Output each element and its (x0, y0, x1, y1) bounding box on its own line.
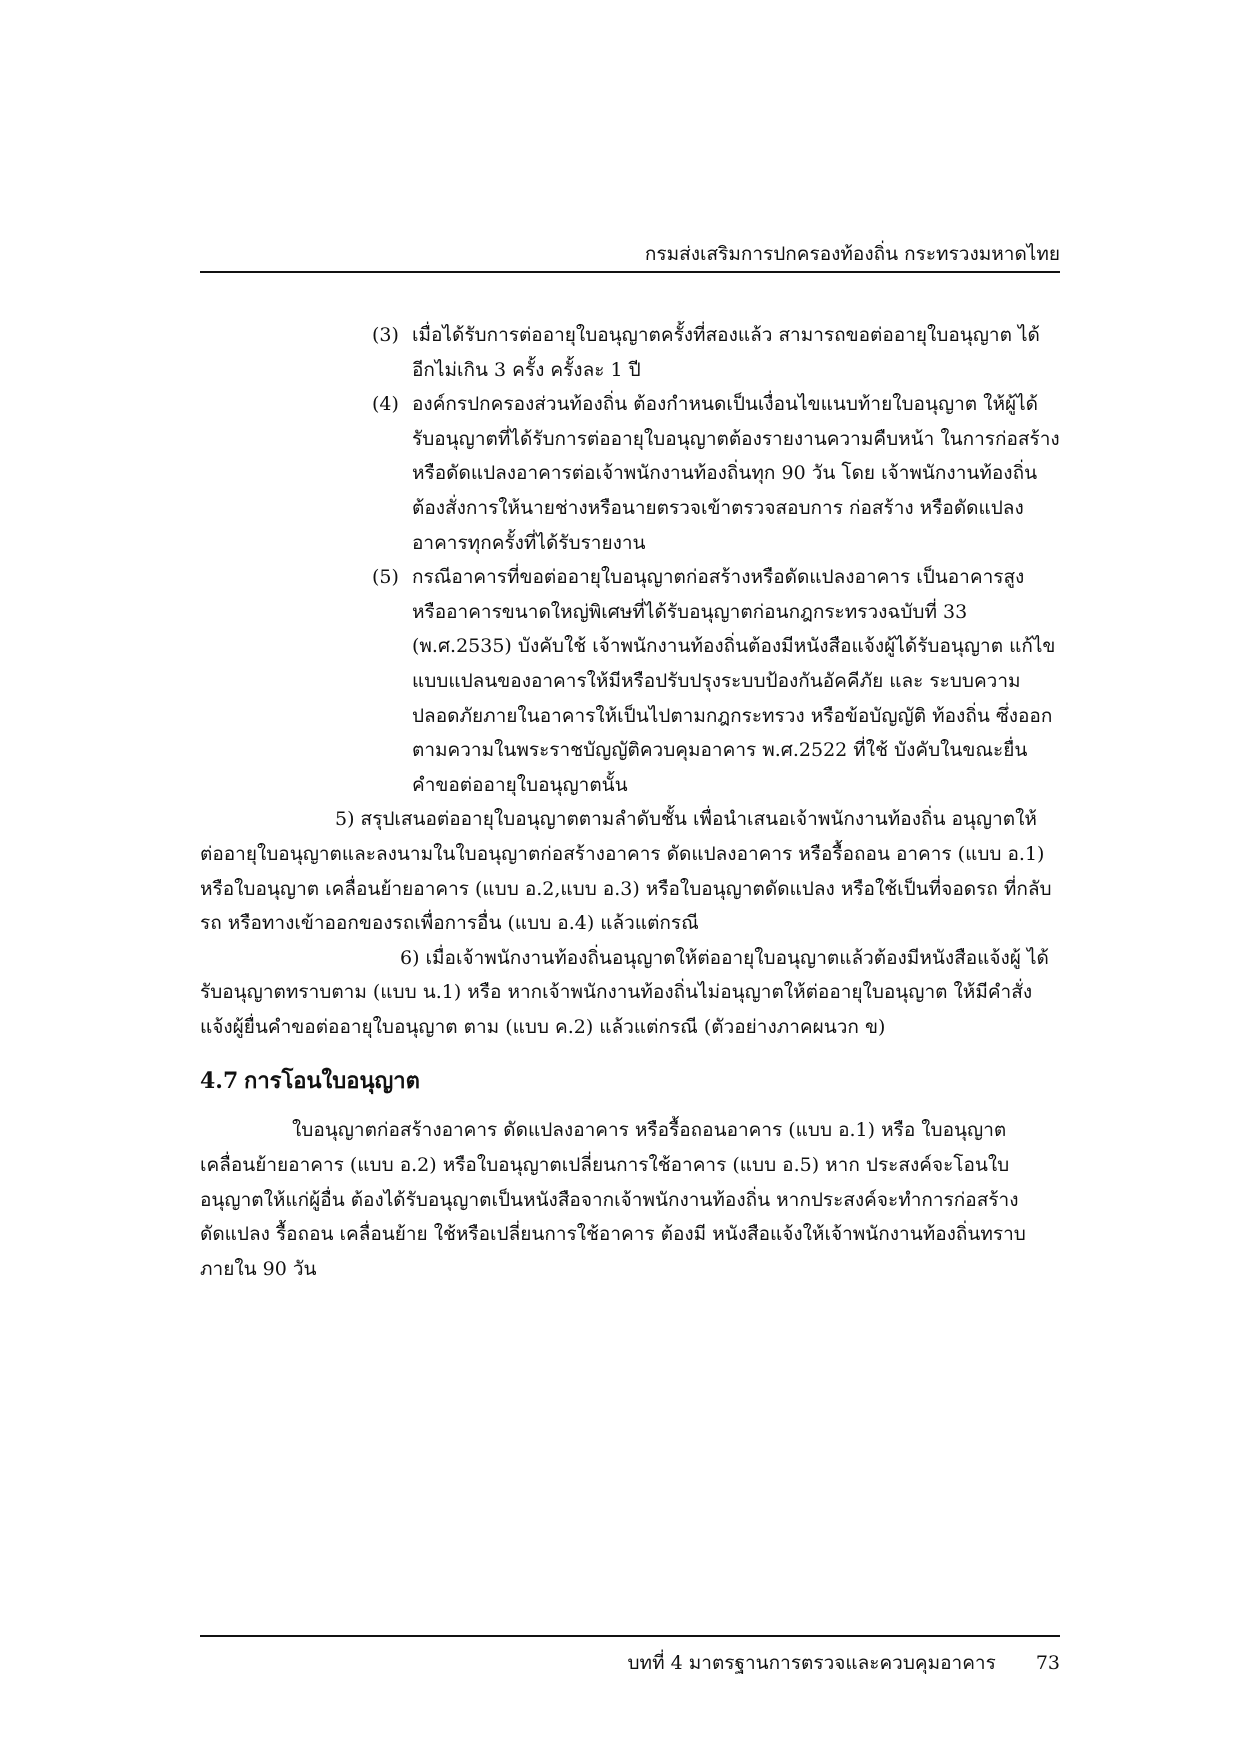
list-item-text: กรณีอาคารที่ขอต่ออายุใบอนุญาตก่อสร้างหรือดัดแปลงอาคาร เป็นอาคารสูง หรืออาคารขนาดใหญ่พิเศษที่ได้รับอนุญาตก่อนกฎกระทรวงฉบับที่ 33 (พ.ศ.2535) บังคับใช้ เจ้าพนักงานท้องถิ่นต้องมีหนังสือแจ้งผู้ได้รับอนุญาต แก้ไขแบบแปลนของอาคารให้มีหรือปรับปรุงระบบป้องกันอัคคีภัย และ ระบบความปลอดภัยภายในอาคารให้เป็นไปตามกฎกระทรวง หรือข้อบัญญัติ ท้องถิ่น ซึ่งออกตามความในพระราชบัญญัติควบคุมอาคาร พ.ศ.2522 ที่ใช้ บังคับในขณะยื่นคำขอต่ออายุใบอนุญาตนั้น (412, 566, 1056, 796)
list-item (372, 387, 1060, 560)
list-item-text: เมื่อได้รับการต่ออายุใบอนุญาตครั้งที่สองแล้ว สามารถขอต่ออายุใบอนุญาต ได้อีกไม่เกิน 3 ครั้ง ครั้งละ 1 ปี (412, 324, 1040, 381)
section-heading (200, 1065, 1060, 1097)
list-item (372, 560, 1060, 802)
running-footer (200, 1650, 1060, 1676)
page-body (200, 318, 1060, 1286)
header-rule (200, 271, 1060, 273)
chapter-title: บทที่ 4 มาตรฐานการตรวจและควบคุมอาคาร (627, 1652, 996, 1674)
running-header: กรมส่งเสริมการปกครองท้องถิ่น กระทรวงมหาดไทย (644, 243, 1060, 265)
paragraph-step-5: 5) สรุปเสนอต่ออายุใบอนุญาตตามลำดับชั้น เพื่อนำเสนอเจ้าพนักงานท้องถิ่น อนุญาตให้ต่ออายุใบอนุญาตและลงนามในใบอนุญาตก่อสร้างอาคาร ดัดแปลงอาคาร หรือรื้อถอน อาคาร (แบบ อ.1) หรือใบอนุญาต เคลื่อนย้ายอาคาร (แบบ อ.2,แบบ อ.3) หรือใบอนุญาตดัดแปลง หรือใช้เป็นที่จอดรถ ที่กลับรถ หรือทางเข้าออกของรถเพื่อการอื่น (แบบ อ.4) แล้วแต่กรณี (200, 808, 1052, 935)
footer-rule (200, 1635, 1060, 1637)
section-paragraph: ใบอนุญาตก่อสร้างอาคาร ดัดแปลงอาคาร หรือรื้อถอนอาคาร (แบบ อ.1) หรือ ใบอนุญาตเคลื่อนย้ายอาคาร (แบบ อ.2) หรือใบอนุญาตเปลี่ยนการใช้อาคาร (แบบ อ.5) หาก ประสงค์จะโอนใบอนุญาตให้แก่ผู้อื่น ต้องได้รับอนุญาตเป็นหนังสือจากเจ้าพนักงานท้องถิ่น หากประสงค์จะทำการก่อสร้าง ดัดแปลง รื้อถอน เคลื่อนย้าย ใช้หรือเปลี่ยนการใช้อาคาร ต้องมี หนังสือแจ้งให้เจ้าพนักงานท้องถิ่นทราบ ภายใน 90 วัน (200, 1119, 1026, 1280)
paragraph-step-6: 6) เมื่อเจ้าพนักงานท้องถิ่นอนุญาตให้ต่ออายุใบอนุญาตแล้วต้องมีหนังสือแจ้งผู้ ได้รับอนุญาตทราบตาม (แบบ น.1) หรือ หากเจ้าพนักงานท้องถิ่นไม่อนุญาตให้ต่ออายุใบอนุญาต ให้มีคำสั่งแจ้งผู้ยื่นคำขอต่ออายุใบอนุญาต ตาม (แบบ ค.2) แล้วแต่กรณี (ตัวอย่างภาคผนวก ข) (200, 946, 1049, 1038)
list-item-number: (5) (372, 566, 399, 589)
list-item-number: (3) (372, 324, 399, 346)
section-title: การโอนใบอนุญาต (244, 1068, 420, 1095)
list-item-text: องค์กรปกครองส่วนท้องถิ่น ต้องกำหนดเป็นเงื่อนไขแนบท้ายใบอนุญาต ให้ผู้ได้รับอนุญาตที่ได้รับการต่ออายุใบอนุญาตต้องรายงานความคืบหน้า ในการก่อสร้างหรือดัดแปลงอาคารต่อเจ้าพนักงานท้องถิ่นทุก 90 วัน โดย เจ้าพนักงานท้องถิ่นต้องสั่งการให้นายช่างหรือนายตรวจเข้าตรวจสอบการ ก่อสร้าง หรือดัดแปลงอาคารทุกครั้งที่ได้รับรายงาน (412, 393, 1060, 554)
list-item (372, 318, 1060, 387)
page-number: 73 (1035, 1652, 1060, 1674)
list-item-number: (4) (372, 393, 399, 416)
section-number: 4.7 (200, 1068, 239, 1095)
